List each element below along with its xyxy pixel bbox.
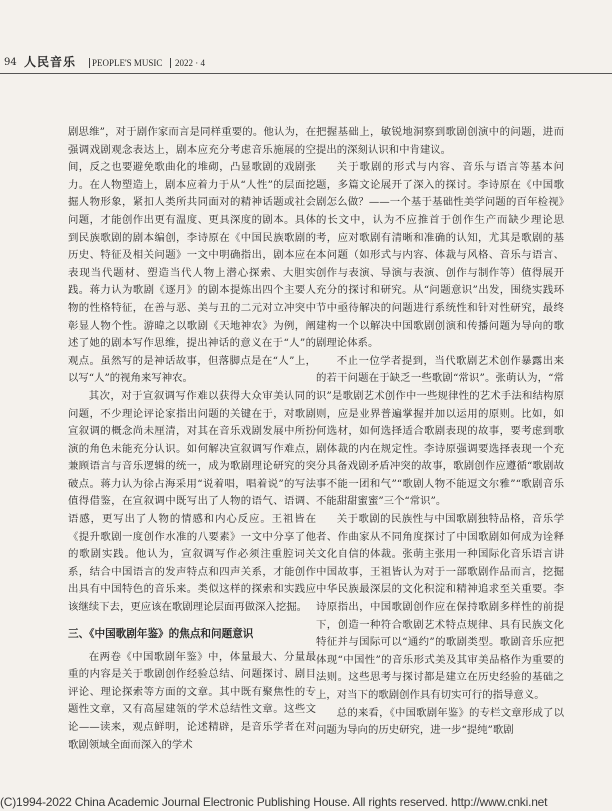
body-paragraph: 其次，对于宣叙调写作难以获得大众审美认同的问题，不少理论评论家指出问题的关键在于，对歌剧宣叙调的概念尚未厘清，对其在音乐戏剧发展中所扮演的角色未能充分认识。如何解决宣叙调写作难点，兼顾语言与音乐逻辑的统一，成为歌剧理论研究的突破点。蒋力认为徐占海采用“说着唱，唱着说”的写法值得借鉴，在宣叙调中既写出了人物的语气、语调、语感，更写出了人物的情感和内心反应。王祖皆在《提升歌剧一度创作水准的八要素》一文中分享了他的歌剧实践。他认为，宣叙调写作必须注重腔词关系，结合中国语言的发声特点和四声关系，才能创作出具有中国特色的音乐来。类似这样的探索和实践应该继续下去，更应该在歌剧理论层面再做深入挖掘。 — [68, 389, 316, 614]
body-paragraph: 关于歌剧的民族性与中国歌剧独特品格，音乐学者、作曲家从不同角度探讨了中国歌剧如何成为诠释文化自信的体裁。张萌主张用一种国际化音乐语言讲中国故事，王祖皆认为对于一部歌剧作品而言，挖掘中华民族最深层的文化积淀和精神追求至关重要。李诗原指出，中国歌剧创作应在保持歌剧多样性的前提下，创造一种符合歌剧艺术特点规律、具有民族文化特征并与国际可以“通约”的歌剧类型。歌剧音乐应把体现“中国性”的音乐形式美及其审美品格作为重要的法则。这些思考与探讨都是建立在历史经验的基础之上，对当下的歌剧创作具有切实可行的指导意义。 — [316, 513, 564, 701]
copyright-footer: (C)1994-2022 China Academic Journal Electronic Publishing House. All rights reserved. http://www.cnki.net — [0, 795, 548, 809]
body-paragraph: 剧思维”，对于剧作家而言是同样重要的。他认为，在强调戏剧观念表达上，剧本应充分考虑音乐施展的空间，反之也要避免歌曲化的堆砌，凸显歌剧的戏剧张力。在人物塑造上，剧本应着力于从“人性”的层面挖掘人物形象，紧扣人类所共同面对的精神话题或社会问题，才能创作出更有温度、更具深度的剧本。具体到民族歌剧的剧本编创，李诗原在《中国民族歌剧的历史、特征及相关问题》一文中明确指出，剧本应在表现当代题材、塑造当代人物上潜心探索、大胆实践。蒋力认为歌剧《逐月》的剧本提炼出四个主要人物的性格特征，在善与恶、美与丑的二元对立冲突中彰显人物个性。游暐之以歌剧《天地神农》为例，阐述了她的剧本写作思维，提出神话的意义在于“人”的观点。虽然写的是神话故事，但落脚点是在“人”上，以写“人”的视角来写神农。 — [68, 126, 316, 385]
right-column — [316, 124, 564, 740]
journal-title-en: PEOPLE'S MUSIC — [92, 58, 163, 68]
body-paragraph: 把握基础上，敏锐地洞察到歌剧创演中的问题，进而提出的深刻认识和中肯建议。 — [316, 126, 564, 156]
issue-number: 2022 · 4 — [175, 58, 205, 68]
header-separator — [89, 58, 90, 68]
header-separator — [170, 58, 171, 68]
header-rule — [0, 73, 612, 74]
body-paragraph: 在两卷《中国歌剧年鉴》中，体量最大、分量最重的内容是关于歌剧创作经验总结、问题探讨、剧目评论、理论探索等方面的文章。其中既有聚焦性的专题性文章，又有高屋建瓴的学术总结性文章。这些文论——读来，观点鲜明，论述精辟，是音乐学者在对歌剧领域全面而深入的学术 — [68, 650, 316, 751]
left-column — [68, 124, 316, 754]
journal-title-cn: 人民音乐 — [24, 55, 77, 69]
body-paragraph: 总的来看，《中国歌剧年鉴》的专栏文章形成了以问题为导向的历史研究，进一步“提纯”歌剧 — [316, 706, 564, 737]
body-paragraph: 不止一位学者提到，当代歌剧艺术创作暴露出来的若干问题在于缺乏一些歌剧“常识”。张萌认为，“常识”是歌剧艺术创作中一些规律性的艺术手法和结构原则，应是业界普遍掌握并加以运用的原则。比如，如何选材，如何选择适合歌剧表现的故事，要考虑到歌剧体裁的内在规定性。李诗原强调要选择表现一个充分具备戏剧矛盾冲突的故事，歌剧创作应遵循“歌剧故事不能一团和气”“歌剧人物不能逗文尔雅”“歌剧音乐不能甜甜蜜蜜”三个“常识”。 — [316, 354, 564, 508]
running-header — [0, 55, 612, 71]
section-heading: 三、《中国歌剧年鉴》的焦点和问题意识 — [68, 627, 254, 640]
body-paragraph: 关于歌剧的形式与内容、音乐与语言等基本问题，多篇文论展开了深入的探讨。李诗原在《中国歌剧怎么做？——一个基于基础性美学问题的百年检视》的长文中，认为不应推首于创作生产而缺少理论思考，应对歌剧有清晰和准确的认知，尤其是歌剧的基本问题（如形式与内容、体裁与风格、音乐与语言、创作与表演、导演与表演、创作与制作等）值得展开充分的探讨和研究。从“问题意识”出发，围绕实践环节中亟待解决的问题进行系统性和针对性研究，最终建构一个以解决中国歌剧创演和传播问题为导向的歌剧理论体系。 — [316, 161, 564, 350]
page-number: 94 — [4, 57, 17, 68]
